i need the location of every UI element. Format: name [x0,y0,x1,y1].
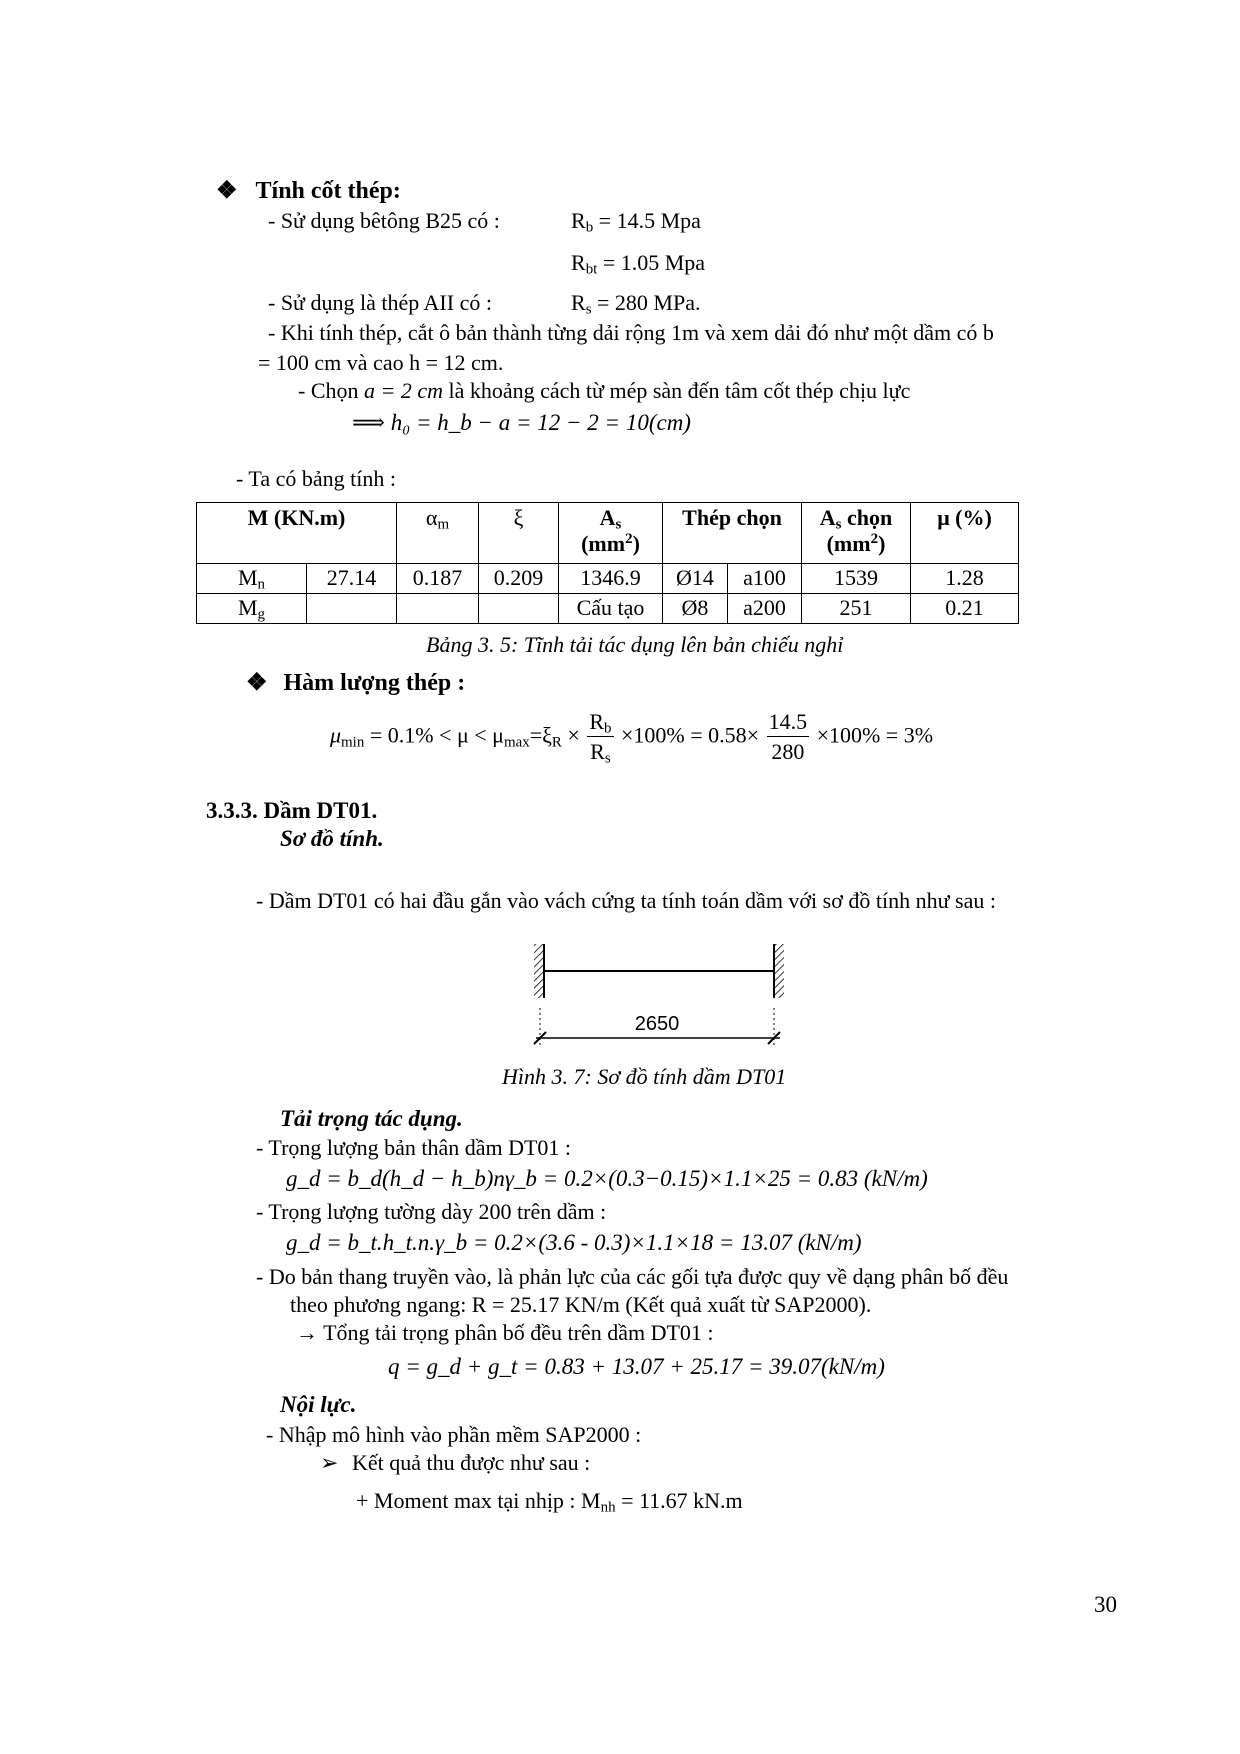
header-steel: Thép chọn [663,503,802,564]
sap-line: - Nhập mô hình vào phần mềm SAP2000 : [266,1422,642,1447]
moment-line: + Moment max tại nhịp : $M_{nh} = 11.67$ kN.m [356,1488,743,1516]
header-xi: ξ [479,503,559,564]
self-weight-formula: g_d = b_d(h_d − h_b)nγ_b = 0.2×(0.3−0.15)×1.1×25 = 0.83 (kN/m) [286,1166,928,1191]
stair-line-1: - Do bản thang truyền vào, là phản lực của các gối tựa được quy về dạng phân bố đều [256,1264,1009,1289]
internal-title: Nội lực. [280,1392,357,1417]
header-mu: μ (%) [911,503,1019,564]
arrowhead-bullet-icon: ➢ [320,1450,339,1475]
page-number: 30 [1094,1592,1117,1617]
strip-line-2: = 100 cm và cao h = 12 cm. [258,350,504,375]
scheme-text: - Dầm DT01 có hai đầu gắn vào vách cứng ta tính toán dầm với sơ đồ tính như sau : [256,888,996,913]
cell-bar: Ø14 [663,564,728,594]
cell-as-chosen: 1539 [802,564,911,594]
total-formula: q = g_d + g_t = 0.83 + 13.07 + 25.17 = 39.07(kN/m) [388,1354,885,1379]
cell-m-name: $M_g$ [197,594,307,624]
choose-a-line: - Chọn a = 2 cm là khoảng cách từ mép sàn đến tâm cốt thép chịu lực [298,378,911,403]
cell-m-name: $M_n$ [197,564,307,594]
section-title: 3.3.3. Dầm DT01. [206,798,378,823]
steel-ratio-heading: ❖ Hàm lượng thép : [246,670,466,696]
diamond-bullet-icon: ❖ [216,178,238,204]
header-alpha: $\alpha_m$ [397,503,479,564]
h0-formula: ⟹ h₀ = h_b − a = 12 − 2 = 10(cm) [352,410,691,435]
cell-as: 1346.9 [559,564,663,594]
calc-table [196,502,1019,624]
scheme-title: Sơ đồ tính. [280,826,384,851]
wall-label: - Trọng lượng tường dày 200 trên dầm : [256,1199,607,1224]
cell-spacing: a100 [728,564,802,594]
cell-bar: Ø8 [663,594,728,624]
fraction-145-280: $\frac{14.5}{280}$ [768,709,808,764]
rs-value: $R_s = 280$ MPa. [571,290,701,318]
rb-value: $R_b = 14.5$ Mpa [571,208,701,236]
result-line: ➢ Kết quả thu được như sau : [320,1450,591,1475]
header-as: $A_s$ $(mm^2)$ [559,503,663,564]
table-intro: - Ta có bảng tính : [236,466,396,491]
reinforcement-heading: ❖ Tính cốt thép: [216,178,401,204]
cell-m-value: 27.14 [307,564,397,594]
beam-diagram [520,938,800,1053]
stair-line-2: theo phương ngang: R = 25.17 KN/m (Kết quả xuất từ SAP2000). [290,1292,872,1317]
total-label: → Tổng tải trọng phân bố đều trên dầm DT01 : [296,1320,714,1345]
cell-alpha [397,594,479,624]
cell-xi: 0.209 [479,564,559,594]
left-fixed-support-icon [534,944,544,998]
diamond-bullet-icon: ❖ [246,670,268,696]
cell-mu: 0.21 [911,594,1019,624]
table-header-row [197,503,1019,564]
cell-mu: 1.28 [911,564,1019,594]
header-m: M (KN.m) [197,503,397,564]
fraction-rb-rs: $\frac{R_b}{R_s}$ [589,709,612,767]
figure-caption: Hình 3. 7: Sơ đồ tính dầm DT01 [502,1064,787,1089]
cell-spacing: a200 [728,594,802,624]
span-length-label: 2650 [634,1013,680,1035]
cell-m-value [307,594,397,624]
cell-xi [479,594,559,624]
concrete-line: - Sử dụng bêtông B25 có : [268,208,500,233]
rbt-value: $R_{bt} = 1.05$ Mpa [571,250,706,278]
steel-line: - Sử dụng là thép AII có : [268,290,492,315]
wall-formula: g_d = b_t.h_t.n.γ_b = 0.2×(3.6 - 0.3)×1.1×18 = 13.07 (kN/m) [286,1230,862,1255]
cell-alpha: 0.187 [397,564,479,594]
steel-ratio-formula: $\mu_{min} = 0.1\% < \mu < \mu_{max}=\xi_R$ × $\frac{R_b}{R_s}$ ×100% = 0.58× $\frac{14.5}{280}$ ×100% = 3% [330,709,934,767]
table-row [197,594,1019,624]
cell-as-chosen: 251 [802,594,911,624]
self-weight-label: - Trọng lượng bản thân dầm DT01 : [256,1135,572,1160]
cell-as: Cấu tạo [559,594,663,624]
loads-title: Tải trọng tác dụng. [280,1106,463,1131]
right-fixed-support-icon [774,944,784,998]
header-as-chosen: $A_s$ chọn $(mm^2)$ [802,503,911,564]
table-caption: Bảng 3. 5: Tĩnh tải tác dụng lên bản chiếu nghỉ [426,632,844,657]
table-row [197,564,1019,594]
strip-line-1: - Khi tính thép, cắt ô bản thành từng dải rộng 1m và xem dải đó như một dầm có b [268,320,994,345]
